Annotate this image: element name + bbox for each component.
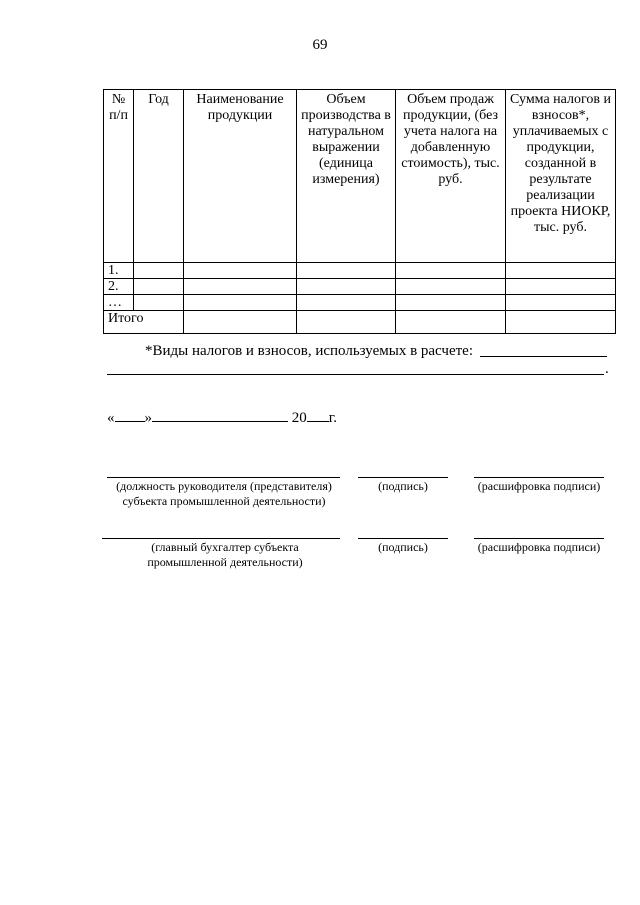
table-cell[interactable]	[396, 263, 506, 279]
year-prefix: 20	[291, 410, 307, 426]
table-cell[interactable]	[297, 295, 396, 311]
decryption-line-1[interactable]	[474, 477, 604, 478]
table-cell[interactable]	[396, 311, 506, 334]
signature-line-2[interactable]	[358, 538, 448, 539]
header-taxes-sum: Сумма налогов и взносов*, уплачиваемых с продукции, созданной в результате реализации проекта НИОКР, тыс. руб.	[506, 90, 616, 263]
products-table	[103, 89, 616, 334]
table-row	[104, 263, 616, 279]
header-production-volume: Объем производства в натуральном выражении (единица измерения)	[297, 90, 396, 263]
table-row	[104, 295, 616, 311]
page-number: 69	[312, 37, 328, 53]
row-number-cell: 1.	[104, 263, 134, 279]
total-label: Итого	[104, 311, 184, 334]
table-cell[interactable]	[396, 295, 506, 311]
day-blank[interactable]	[115, 409, 145, 422]
position-caption-2: (главный бухгалтер субъекта промышленной деятельности)	[147, 540, 303, 569]
table-header-row	[104, 90, 616, 263]
table-cell[interactable]	[506, 295, 616, 311]
header-sales-volume: Объем продаж продукции, (без учета налога на добавленную стоимость), тыс. руб.	[396, 90, 506, 263]
table-cell[interactable]	[297, 311, 396, 334]
table-cell[interactable]	[506, 311, 616, 334]
table-cell[interactable]	[134, 279, 184, 295]
table-cell[interactable]	[506, 279, 616, 295]
signature-caption-1: (подпись)	[378, 479, 428, 493]
footnote-end-dot: .	[605, 361, 609, 377]
position-line-2[interactable]	[102, 538, 340, 539]
table-cell[interactable]	[134, 263, 184, 279]
header-year: Год	[134, 90, 184, 263]
month-blank[interactable]	[152, 409, 288, 422]
year-suffix: г.	[328, 410, 337, 426]
table-cell[interactable]	[297, 263, 396, 279]
table-cell[interactable]	[134, 295, 184, 311]
position-caption-1: (должность руководителя (представителя) субъекта промышленной деятельности)	[116, 479, 332, 508]
row-number-cell: 2.	[104, 279, 134, 295]
header-product-name: Наименование продукции	[184, 90, 297, 263]
table-cell[interactable]	[184, 279, 297, 295]
table-total-row	[104, 311, 616, 334]
position-line-1[interactable]	[107, 477, 340, 478]
decryption-line-2[interactable]	[474, 538, 604, 539]
date-close-quote: »	[144, 410, 152, 426]
footnote-blank-line[interactable]	[480, 356, 607, 357]
decryption-caption-1: (расшифровка подписи)	[477, 479, 601, 493]
row-number-cell: …	[104, 295, 134, 311]
signature-line-1[interactable]	[358, 477, 448, 478]
table-cell[interactable]	[184, 263, 297, 279]
footnote-text: *Виды налогов и взносов, используемых в расчете:	[145, 343, 473, 359]
decryption-caption-2: (расшифровка подписи)	[477, 540, 601, 554]
footnote-blank-line-2[interactable]	[107, 374, 604, 375]
table-cell[interactable]	[506, 263, 616, 279]
signature-caption-2: (подпись)	[378, 540, 428, 554]
date-open-quote: «	[107, 410, 115, 426]
date-field	[107, 409, 337, 427]
table-cell[interactable]	[184, 295, 297, 311]
header-number: № п/п	[104, 90, 134, 263]
year-blank[interactable]	[307, 409, 329, 422]
table-cell[interactable]	[297, 279, 396, 295]
table-row	[104, 279, 616, 295]
table-cell[interactable]	[396, 279, 506, 295]
table-cell[interactable]	[184, 311, 297, 334]
